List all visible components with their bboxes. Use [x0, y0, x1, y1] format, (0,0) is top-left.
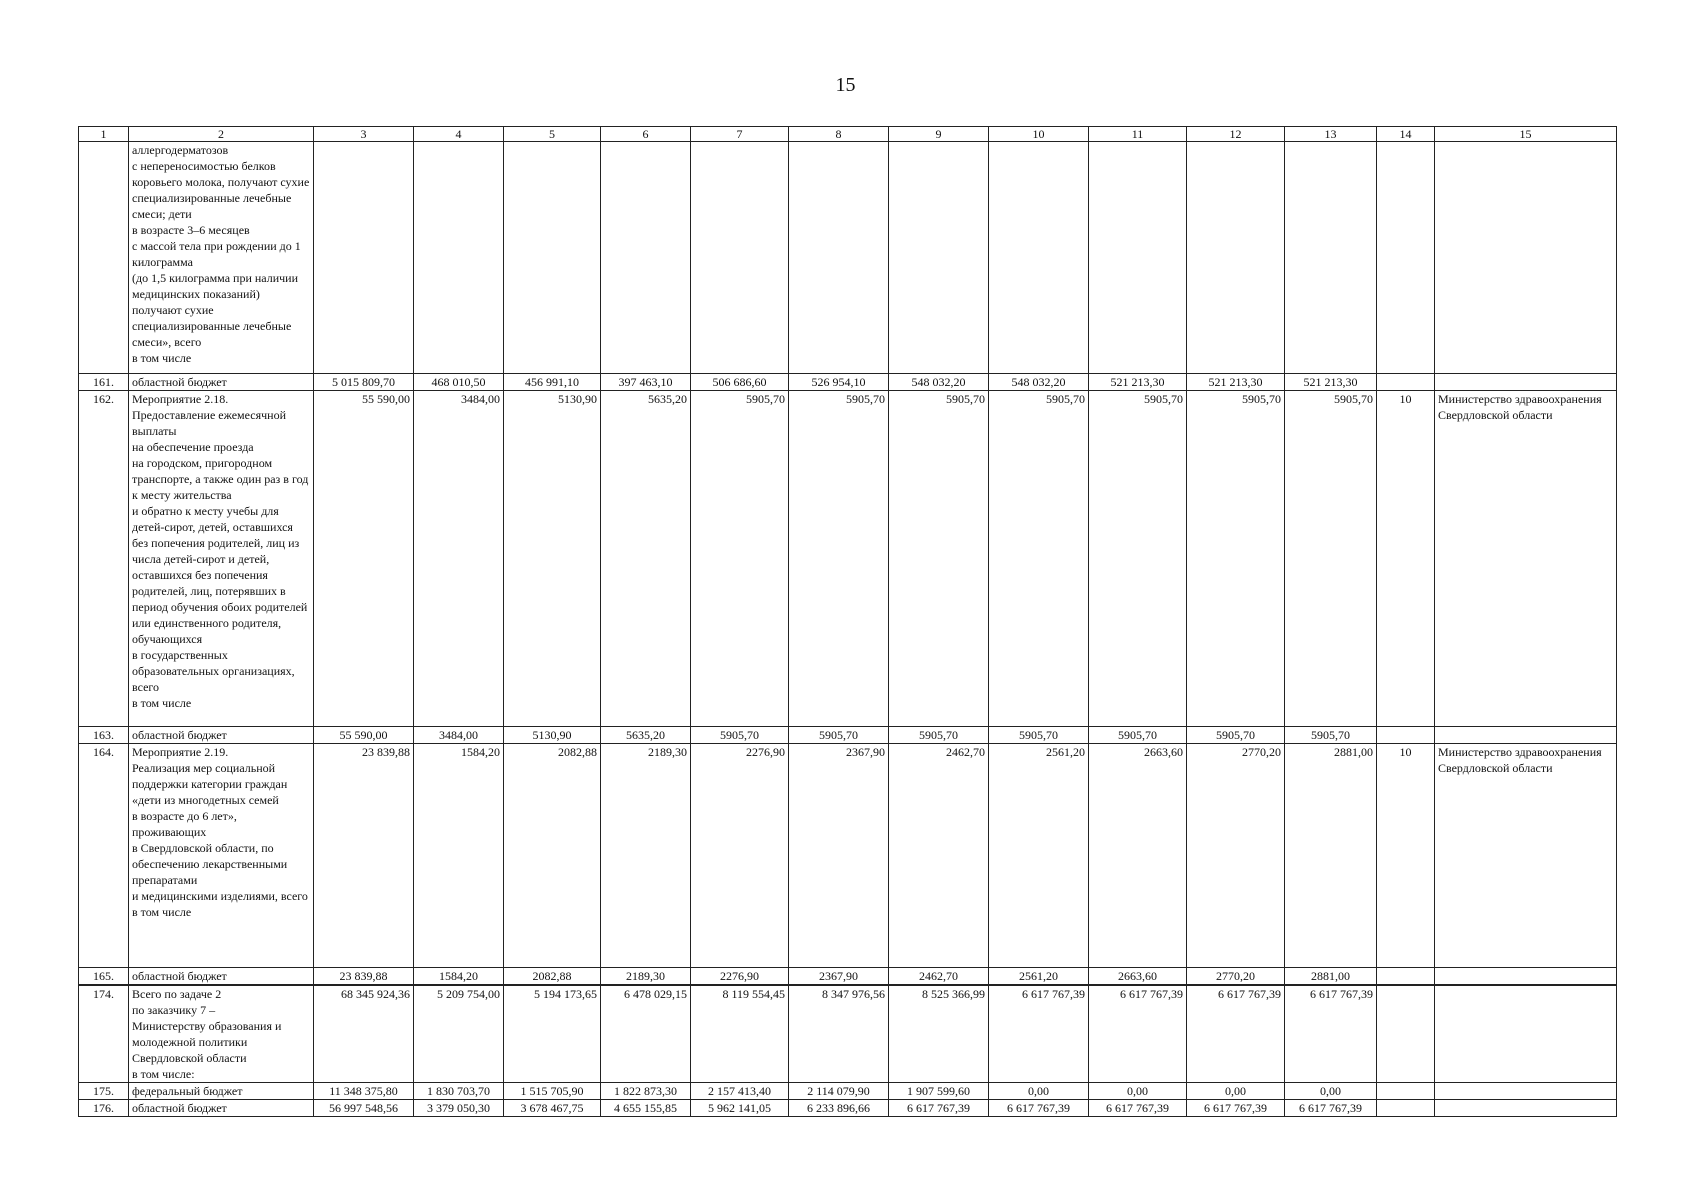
responsible-cell: Министерство здравоохранения Свердловской области — [1435, 391, 1617, 727]
header-cell: 6 — [601, 127, 691, 142]
row-number-cell: 162. — [79, 391, 129, 727]
amount-cell: 5905,70 — [1089, 727, 1187, 744]
amount-cell: 2082,88 — [504, 968, 601, 986]
amount-cell: 55 590,00 — [314, 727, 414, 744]
amount-cell: 3 379 050,30 — [414, 1100, 504, 1117]
row-number-cell: 161. — [79, 374, 129, 391]
responsible-cell — [1435, 968, 1617, 986]
amount-cell — [1187, 142, 1285, 374]
amount-cell — [414, 142, 504, 374]
budget-source-row — [79, 374, 1617, 391]
responsible-cell — [1435, 374, 1617, 391]
amount-cell: 5905,70 — [691, 391, 789, 727]
amount-cell: 548 032,20 — [989, 374, 1089, 391]
indicator-number-cell — [1377, 1100, 1435, 1117]
indicator-number-cell — [1377, 985, 1435, 1083]
page-number: 15 — [835, 74, 856, 96]
amount-cell: 6 617 767,39 — [1285, 1100, 1377, 1117]
budget-source-row — [79, 968, 1617, 986]
amount-cell: 5635,20 — [601, 727, 691, 744]
header-cell: 14 — [1377, 127, 1435, 142]
amount-cell: 2189,30 — [601, 744, 691, 968]
row-name-cell: областной бюджет — [129, 727, 314, 744]
amount-cell: 397 463,10 — [601, 374, 691, 391]
responsible-cell — [1435, 727, 1617, 744]
header-cell: 5 — [504, 127, 601, 142]
amount-cell — [789, 142, 889, 374]
header-cell: 13 — [1285, 127, 1377, 142]
amount-cell: 506 686,60 — [691, 374, 789, 391]
amount-cell: 1 830 703,70 — [414, 1083, 504, 1100]
activity-row — [79, 744, 1617, 968]
row-name-cell: Всего по задаче 2 по заказчику 7 – Министерству образования и молодежной политики Свердловской области в том числе: — [129, 985, 314, 1083]
indicator-number-cell: 10 — [1377, 391, 1435, 727]
amount-cell: 6 617 767,39 — [989, 1100, 1089, 1117]
amount-cell: 521 213,30 — [1089, 374, 1187, 391]
amount-cell: 6 617 767,39 — [1285, 985, 1377, 1083]
amount-cell: 1 822 873,30 — [601, 1083, 691, 1100]
amount-cell: 1584,20 — [414, 968, 504, 986]
amount-cell: 5 209 754,00 — [414, 985, 504, 1083]
amount-cell: 2561,20 — [989, 968, 1089, 986]
activity-row — [79, 985, 1617, 1083]
row-name-cell: федеральный бюджет — [129, 1083, 314, 1100]
amount-cell: 1 515 705,90 — [504, 1083, 601, 1100]
responsible-cell — [1435, 1083, 1617, 1100]
amount-cell: 2276,90 — [691, 968, 789, 986]
row-number-cell: 176. — [79, 1100, 129, 1117]
amount-cell: 5905,70 — [1187, 727, 1285, 744]
row-number-cell: 164. — [79, 744, 129, 968]
amount-cell: 521 213,30 — [1285, 374, 1377, 391]
amount-cell: 5 015 809,70 — [314, 374, 414, 391]
column-number-header — [79, 127, 1617, 142]
amount-cell — [504, 142, 601, 374]
amount-cell: 23 839,88 — [314, 968, 414, 986]
row-name-cell: Мероприятие 2.19. Реализация мер социальной поддержки категории граждан «дети из многодетных семей в возрасте до 6 лет», проживающих в Свердловской области, по обеспечению лекарственными препаратами и медицинскими изделиями, всего в том числе — [129, 744, 314, 968]
amount-cell: 2082,88 — [504, 744, 601, 968]
amount-cell: 23 839,88 — [314, 744, 414, 968]
amount-cell: 2663,60 — [1089, 744, 1187, 968]
amount-cell — [989, 142, 1089, 374]
amount-cell: 2561,20 — [989, 744, 1089, 968]
amount-cell: 2367,90 — [789, 744, 889, 968]
amount-cell: 4 655 155,85 — [601, 1100, 691, 1117]
amount-cell: 2276,90 — [691, 744, 789, 968]
amount-cell: 5905,70 — [989, 727, 1089, 744]
responsible-cell — [1435, 985, 1617, 1083]
budget-source-row — [79, 727, 1617, 744]
amount-cell: 526 954,10 — [789, 374, 889, 391]
row-number-cell: 163. — [79, 727, 129, 744]
amount-cell: 5905,70 — [1285, 391, 1377, 727]
header-cell: 11 — [1089, 127, 1187, 142]
amount-cell: 68 345 924,36 — [314, 985, 414, 1083]
header-cell: 9 — [889, 127, 989, 142]
amount-cell: 8 347 976,56 — [789, 985, 889, 1083]
amount-cell — [889, 142, 989, 374]
amount-cell: 6 233 896,66 — [789, 1100, 889, 1117]
indicator-number-cell — [1377, 374, 1435, 391]
amount-cell: 55 590,00 — [314, 391, 414, 727]
amount-cell: 5905,70 — [1285, 727, 1377, 744]
amount-cell: 2189,30 — [601, 968, 691, 986]
amount-cell: 0,00 — [1285, 1083, 1377, 1100]
amount-cell: 5905,70 — [989, 391, 1089, 727]
indicator-number-cell — [1377, 968, 1435, 986]
responsible-cell — [1435, 142, 1617, 374]
indicator-number-cell — [1377, 727, 1435, 744]
amount-cell: 2 157 413,40 — [691, 1083, 789, 1100]
amount-cell: 5 194 173,65 — [504, 985, 601, 1083]
responsible-cell — [1435, 1100, 1617, 1117]
amount-cell: 5905,70 — [889, 727, 989, 744]
amount-cell: 0,00 — [1187, 1083, 1285, 1100]
activity-row — [79, 142, 1617, 374]
amount-cell — [1285, 142, 1377, 374]
row-name-cell: аллергодерматозов с непереносимостью белков коровьего молока, получают сухие специализированные лечебные смеси; дети в возрасте 3–6 месяцев с массой тела при рождении до 1 килограмма (до 1,5 килограмма при наличии медицинских показаний) получают сухие специализированные лечебные смеси», всего в том числе — [129, 142, 314, 374]
indicator-number-cell: 10 — [1377, 744, 1435, 968]
amount-cell: 5905,70 — [691, 727, 789, 744]
amount-cell: 548 032,20 — [889, 374, 989, 391]
row-number-cell: 165. — [79, 968, 129, 986]
amount-cell: 5905,70 — [889, 391, 989, 727]
amount-cell: 468 010,50 — [414, 374, 504, 391]
budget-source-row — [79, 1083, 1617, 1100]
amount-cell: 6 617 767,39 — [1187, 1100, 1285, 1117]
amount-cell: 0,00 — [1089, 1083, 1187, 1100]
amount-cell: 8 525 366,99 — [889, 985, 989, 1083]
amount-cell: 3 678 467,75 — [504, 1100, 601, 1117]
amount-cell: 456 991,10 — [504, 374, 601, 391]
header-cell: 8 — [789, 127, 889, 142]
amount-cell: 11 348 375,80 — [314, 1083, 414, 1100]
header-cell: 3 — [314, 127, 414, 142]
indicator-number-cell — [1377, 142, 1435, 374]
amount-cell: 2462,70 — [889, 744, 989, 968]
row-name-cell: областной бюджет — [129, 968, 314, 986]
header-cell: 1 — [79, 127, 129, 142]
amount-cell: 3484,00 — [414, 391, 504, 727]
amount-cell: 6 478 029,15 — [601, 985, 691, 1083]
amount-cell: 2 114 079,90 — [789, 1083, 889, 1100]
activity-row — [79, 391, 1617, 727]
amount-cell: 3484,00 — [414, 727, 504, 744]
amount-cell: 5 962 141,05 — [691, 1100, 789, 1117]
amount-cell: 2770,20 — [1187, 968, 1285, 986]
row-name-cell: Мероприятие 2.18. Предоставление ежемесячной выплаты на обеспечение проезда на городском, пригородном транспорте, а также один раз в год к месту жительства и обратно к месту учебы для детей-сирот, детей, оставшихся без попечения родителей, лиц из числа детей-сирот и детей, оставшихся без попечения родителей, лиц, потерявших в период обучения обоих родителей или единственного родителя, обучающихся в государственных образовательных организациях, всего в том числе — [129, 391, 314, 727]
amount-cell: 5130,90 — [504, 727, 601, 744]
amount-cell: 1584,20 — [414, 744, 504, 968]
row-number-cell — [79, 142, 129, 374]
amount-cell — [1089, 142, 1187, 374]
amount-cell: 8 119 554,45 — [691, 985, 789, 1083]
amount-cell: 5130,90 — [504, 391, 601, 727]
amount-cell: 2770,20 — [1187, 744, 1285, 968]
header-cell: 10 — [989, 127, 1089, 142]
amount-cell: 6 617 767,39 — [1089, 1100, 1187, 1117]
amount-cell: 2881,00 — [1285, 968, 1377, 986]
amount-cell: 5905,70 — [789, 391, 889, 727]
amount-cell: 2881,00 — [1285, 744, 1377, 968]
header-cell: 7 — [691, 127, 789, 142]
header-cell: 2 — [129, 127, 314, 142]
row-number-cell: 175. — [79, 1083, 129, 1100]
row-name-cell: областной бюджет — [129, 374, 314, 391]
header-cell: 12 — [1187, 127, 1285, 142]
amount-cell: 5905,70 — [1187, 391, 1285, 727]
header-cell: 15 — [1435, 127, 1617, 142]
amount-cell: 5635,20 — [601, 391, 691, 727]
amount-cell: 5905,70 — [789, 727, 889, 744]
table-body — [79, 127, 1617, 1117]
amount-cell: 0,00 — [989, 1083, 1089, 1100]
responsible-cell: Министерство здравоохранения Свердловской области — [1435, 744, 1617, 968]
amount-cell: 521 213,30 — [1187, 374, 1285, 391]
amount-cell: 6 617 767,39 — [889, 1100, 989, 1117]
amount-cell: 6 617 767,39 — [1089, 985, 1187, 1083]
amount-cell: 1 907 599,60 — [889, 1083, 989, 1100]
amount-cell: 2367,90 — [789, 968, 889, 986]
budget-source-row — [79, 1100, 1617, 1117]
amount-cell: 6 617 767,39 — [989, 985, 1089, 1083]
header-cell: 4 — [414, 127, 504, 142]
amount-cell — [601, 142, 691, 374]
amount-cell: 56 997 548,56 — [314, 1100, 414, 1117]
row-name-cell: областной бюджет — [129, 1100, 314, 1117]
amount-cell: 6 617 767,39 — [1187, 985, 1285, 1083]
amount-cell — [314, 142, 414, 374]
budget-table — [78, 126, 1617, 1117]
amount-cell: 2663,60 — [1089, 968, 1187, 986]
row-number-cell: 174. — [79, 985, 129, 1083]
amount-cell: 2462,70 — [889, 968, 989, 986]
amount-cell — [691, 142, 789, 374]
indicator-number-cell — [1377, 1083, 1435, 1100]
amount-cell: 5905,70 — [1089, 391, 1187, 727]
